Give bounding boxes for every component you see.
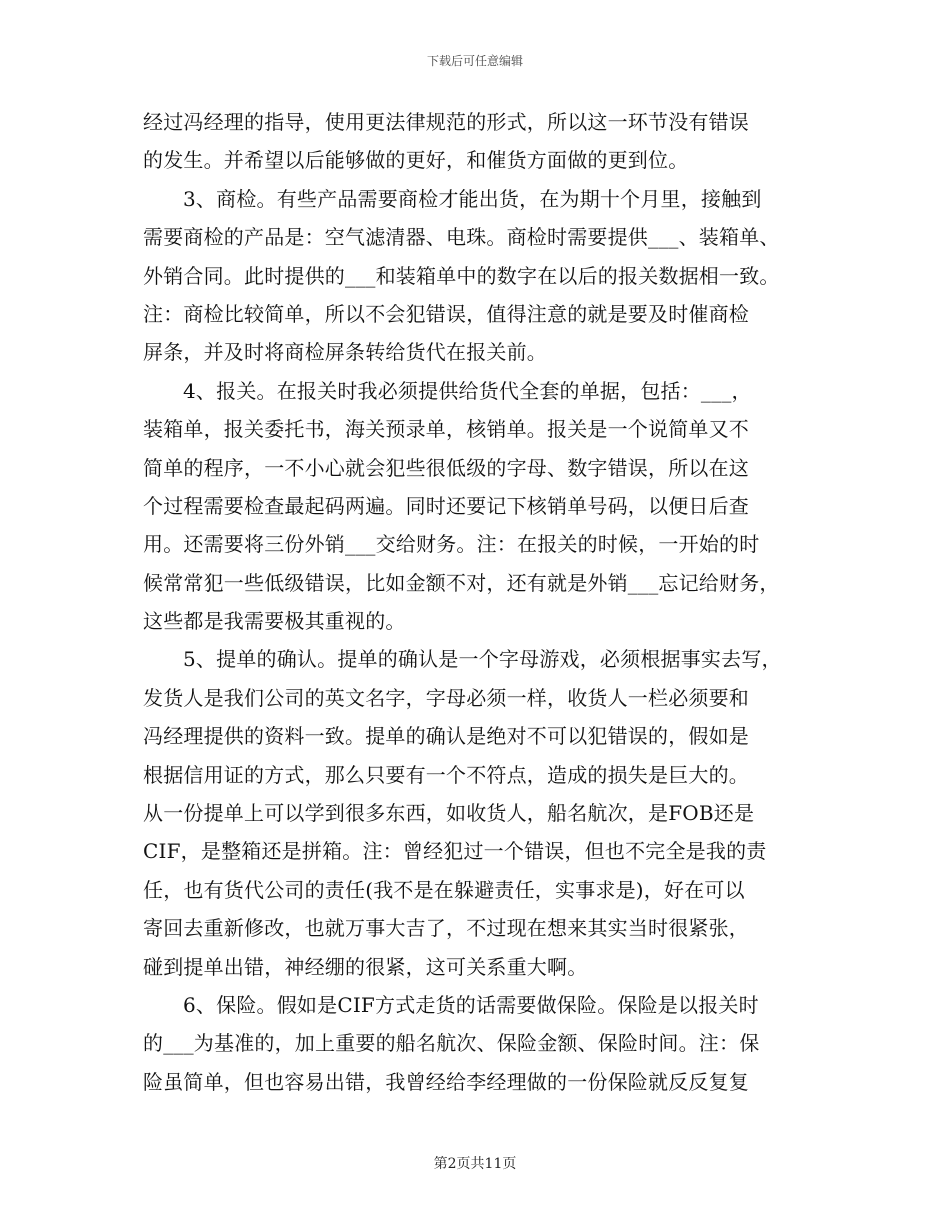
text-line: CIF，是整箱还是拼箱。注：曾经犯过一个错误，但也不完全是我的责 bbox=[143, 839, 767, 864]
page-header: 下载后可任意编辑 bbox=[426, 54, 523, 68]
text-line: 用。还需要将三份外销___交给财务。注：在报关的时候，一开始的时 bbox=[143, 532, 760, 557]
text-line: 发货人是我们公司的英文名字，字母必须一样，收货人一栏必须要和 bbox=[143, 685, 749, 710]
text-line: 的发生。并希望以后能够做的更好，和催货方面做的更到位。 bbox=[143, 148, 689, 173]
paragraph-first-line: 5、提单的确认。提单的确认是一个字母游戏，必须根据事实去写， bbox=[183, 647, 782, 672]
paragraph-first-line: 3、商检。有些产品需要商检才能出货，在为期十个月里，接触到 bbox=[183, 186, 762, 211]
text-line: 经过冯经理的指导，使用更法律规范的形式，所以这一环节没有错误 bbox=[143, 110, 749, 134]
text-line: 屏条，并及时将商检屏条转给货代在报关前。 bbox=[143, 340, 547, 365]
paragraph-first-line: 6、保险。假如是CIF方式走货的话需要做保险。保险是以报关时 bbox=[183, 992, 759, 1017]
page-footer: 第2页共11页 bbox=[433, 1156, 517, 1172]
text-line: 冯经理提供的资料一致。提单的确认是绝对不可以犯错误的，假如是 bbox=[143, 724, 749, 749]
text-line: 寄回去重新修改，也就万事大吉了，不过现在想来其实当时很紧张， bbox=[143, 916, 749, 941]
text-line: 外销合同。此时提供的___和装箱单中的数字在以后的报关数据相一致。 bbox=[143, 263, 780, 288]
text-line: 候常常犯一些低级错误，比如金额不对，还有就是外销___忘记给财务， bbox=[143, 570, 780, 595]
text-line: 险虽简单，但也容易出错，我曾经给李经理做的一份保险就反反复复 bbox=[143, 1069, 749, 1094]
text-line: 这些都是我需要极其重视的。 bbox=[143, 609, 406, 634]
text-line: 的___为基准的，加上重要的船名航次、保险金额、保险时间。注：保 bbox=[143, 1031, 760, 1056]
text-line: 简单的程序，一不小心就会犯些很低级的字母、数字错误，所以在这 bbox=[143, 455, 749, 480]
text-line: 装箱单，报关委托书，海关预录单，核销单。报关是一个说简单又不 bbox=[143, 417, 749, 442]
document-body bbox=[143, 103, 823, 1101]
text-line: 根据信用证的方式，那么只要有一个不符点，造成的损失是巨大的。 bbox=[143, 762, 749, 787]
text-line: 需要商检的产品是：空气滤清器、电珠。商检时需要提供___、装箱单、 bbox=[143, 225, 780, 250]
text-line: 从一份提单上可以学到很多东西，如收货人，船名航次，是FOB还是 bbox=[143, 801, 755, 826]
text-line: 碰到提单出错，神经绷的很紧，这可关系重大啊。 bbox=[143, 954, 588, 979]
text-line: 注：商检比较简单，所以不会犯错误，值得注意的就是要及时催商检 bbox=[143, 301, 749, 326]
paragraph-first-line: 4、报关。在报关时我必须提供给货代全套的单据，包括：___， bbox=[183, 378, 752, 403]
text-line: 任，也有货代公司的责任(我不是在躲避责任，实事求是)，好在可以 bbox=[143, 877, 745, 902]
text-line: 个过程需要检查最起码两遍。同时还要记下核销单号码，以便日后查 bbox=[143, 493, 749, 518]
